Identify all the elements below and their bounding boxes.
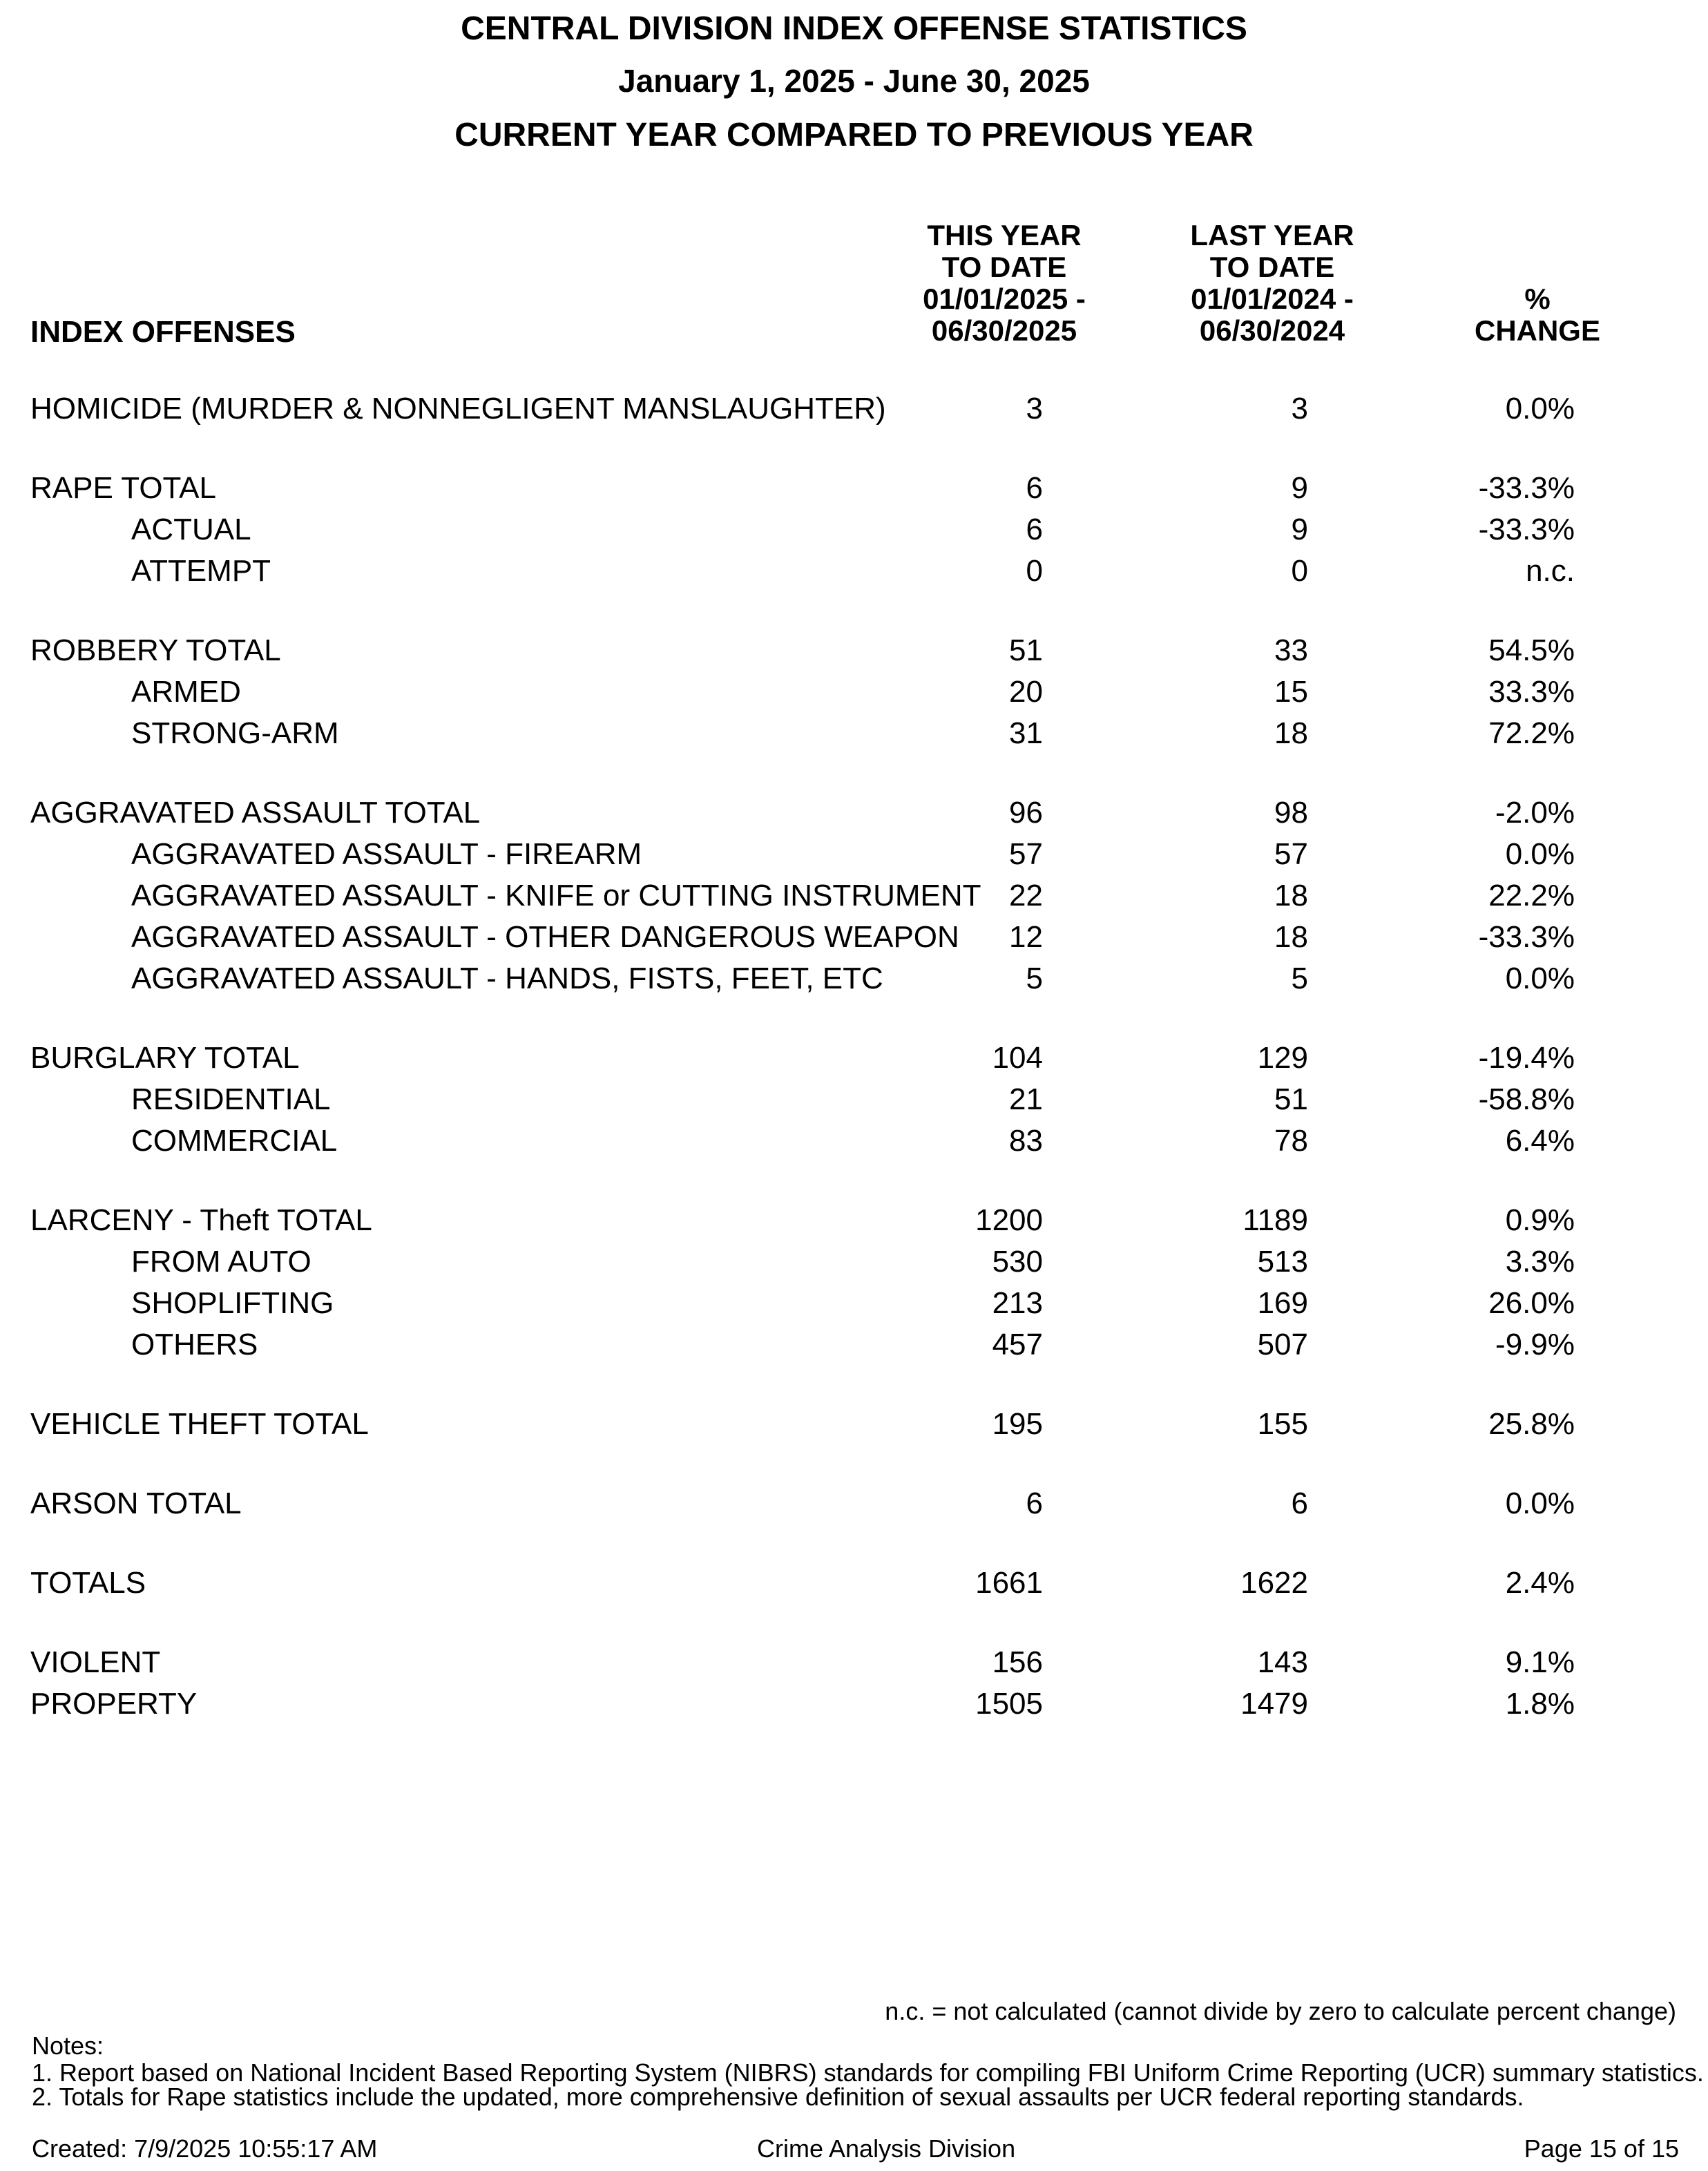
offense-label: TOTALS: [30, 1566, 146, 1600]
last-year-value: 169: [1257, 1286, 1308, 1320]
this-year-value: 31: [1009, 716, 1043, 750]
table-row-larceny-total: [0, 1200, 1575, 1241]
offense-label: AGGRAVATED ASSAULT - HANDS, FISTS, FEET, ETC: [131, 962, 883, 995]
pct-change-value: -33.3%: [1478, 920, 1575, 954]
this-year-value: 156: [992, 1645, 1043, 1679]
this-year-value: 22: [1009, 879, 1043, 912]
pct-change-value: 25.8%: [1488, 1407, 1575, 1441]
offense-label: LARCENY - Theft TOTAL: [30, 1203, 372, 1237]
table-row-rape-total: [0, 468, 1575, 509]
last-year-value: 15: [1274, 675, 1308, 709]
pct-change-value: 0.0%: [1505, 837, 1575, 871]
last-year-value: 98: [1274, 796, 1308, 830]
nc-footnote: n.c. = not calculated (cannot divide by zero to calculate percent change): [885, 1997, 1676, 2025]
pct-change-value: 2.4%: [1505, 1566, 1575, 1600]
offense-label: RESIDENTIAL: [131, 1082, 331, 1116]
pct-change-value: -33.3%: [1478, 513, 1575, 546]
column-header-line: CHANGE: [1474, 314, 1600, 347]
last-year-value: 143: [1257, 1645, 1308, 1679]
last-year-value: 18: [1274, 879, 1308, 912]
this-year-value: 1200: [975, 1203, 1043, 1237]
column-header-this-year: [859, 220, 1149, 347]
last-year-value: 9: [1291, 471, 1308, 505]
offense-label: VEHICLE THEFT TOTAL: [30, 1407, 369, 1441]
last-year-value: 155: [1257, 1407, 1308, 1441]
offense-label: AGGRAVATED ASSAULT - KNIFE or CUTTING INSTRUMENT: [131, 879, 981, 912]
this-year-value: 195: [992, 1407, 1043, 1441]
this-year-value: 57: [1009, 837, 1043, 871]
offense-label: STRONG-ARM: [131, 716, 339, 750]
column-header-line: THIS YEAR: [927, 219, 1082, 251]
offense-label: AGGRAVATED ASSAULT - OTHER DANGEROUS WEAPON: [131, 920, 959, 954]
offense-label: AGGRAVATED ASSAULT - FIREARM: [131, 837, 642, 871]
report-comparison-line: CURRENT YEAR COMPARED TO PREVIOUS YEAR: [454, 117, 1254, 153]
table-row-totals: [0, 1562, 1575, 1604]
last-year-value: 6: [1291, 1486, 1308, 1520]
pct-change-value: 0.9%: [1505, 1203, 1575, 1237]
this-year-value: 457: [992, 1328, 1043, 1361]
footer-page-number: Page 15 of 15: [1524, 2134, 1679, 2163]
offense-label: HOMICIDE (MURDER & NONNEGLIGENT MANSLAUGHTER): [30, 392, 886, 425]
this-year-value: 6: [1026, 1486, 1043, 1520]
pct-change-value: 0.0%: [1505, 1486, 1575, 1520]
column-header-line: 01/01/2025 -: [923, 283, 1086, 315]
this-year-value: 1505: [975, 1687, 1043, 1721]
pct-change-value: -19.4%: [1478, 1041, 1575, 1075]
table-row-arson-total: [0, 1483, 1575, 1524]
this-year-value: 96: [1009, 796, 1043, 830]
table-row-aa-firearm: [0, 834, 1575, 875]
note-item-1: 1. Report based on National Incident Based Reporting System (NIBRS) standards for compiling FBI Uniform Crime Reporting (UCR) summary statistics.: [32, 2058, 1704, 2087]
pct-change-value: 1.8%: [1505, 1687, 1575, 1721]
note-item-2: 2. Totals for Rape statistics include the updated, more comprehensive definition of sexual assaults per UCR federal reporting standards.: [32, 2083, 1524, 2111]
this-year-value: 51: [1009, 633, 1043, 667]
this-year-value: 6: [1026, 513, 1043, 546]
this-year-value: 12: [1009, 920, 1043, 954]
report-date-range: January 1, 2025 - June 30, 2025: [618, 63, 1090, 99]
last-year-value: 0: [1291, 554, 1308, 588]
pct-change-value: 22.2%: [1488, 879, 1575, 912]
last-year-value: 507: [1257, 1328, 1308, 1361]
offense-label: PROPERTY: [30, 1687, 198, 1721]
pct-change-value: 72.2%: [1488, 716, 1575, 750]
column-header-line: LAST YEAR: [1190, 219, 1354, 251]
offense-label: FROM AUTO: [131, 1245, 311, 1279]
offense-label: COMMERCIAL: [131, 1124, 338, 1158]
pct-change-value: 26.0%: [1488, 1286, 1575, 1320]
last-year-value: 33: [1274, 633, 1308, 667]
last-year-value: 513: [1257, 1245, 1308, 1279]
this-year-value: 6: [1026, 471, 1043, 505]
last-year-value: 3: [1291, 392, 1308, 425]
table-row-robbery-armed: [0, 671, 1575, 713]
table-row-aggravated-assault-total: [0, 792, 1575, 834]
offense-label: ARSON TOTAL: [30, 1486, 242, 1520]
table-row-larceny-from-auto: [0, 1241, 1575, 1283]
this-year-value: 83: [1009, 1124, 1043, 1158]
last-year-value: 5: [1291, 962, 1308, 995]
offense-label: BURGLARY TOTAL: [30, 1041, 300, 1075]
column-header-last-year: [1127, 220, 1417, 347]
pct-change-value: -9.9%: [1495, 1328, 1575, 1361]
table-row-aa-other-weapon: [0, 917, 1575, 958]
pct-change-value: 0.0%: [1505, 392, 1575, 425]
offense-label: SHOPLIFTING: [131, 1286, 334, 1320]
pct-change-value: -2.0%: [1495, 796, 1575, 830]
this-year-value: 213: [992, 1286, 1043, 1320]
pct-change-value: 3.3%: [1505, 1245, 1575, 1279]
this-year-value: 3: [1026, 392, 1043, 425]
last-year-value: 1479: [1240, 1687, 1308, 1721]
column-header-line: TO DATE: [941, 251, 1067, 283]
this-year-value: 21: [1009, 1082, 1043, 1116]
pct-change-value: n.c.: [1526, 554, 1575, 588]
column-header-line: 06/30/2025: [931, 314, 1077, 347]
offense-label: ARMED: [131, 675, 241, 709]
table-row-robbery-total: [0, 630, 1575, 671]
pct-change-value: -33.3%: [1478, 471, 1575, 505]
table-row-vehicle-theft-total: [0, 1404, 1575, 1445]
pct-change-value: 54.5%: [1488, 633, 1575, 667]
column-header-line: TO DATE: [1209, 251, 1335, 283]
pct-change-value: 6.4%: [1505, 1124, 1575, 1158]
this-year-value: 0: [1026, 554, 1043, 588]
offense-label: ATTEMPT: [131, 554, 271, 588]
notes-heading: Notes:: [32, 2031, 104, 2060]
table-row-burglary-commercial: [0, 1120, 1575, 1162]
table-row-rape-actual: [0, 509, 1575, 551]
table-row-burglary-residential: [0, 1079, 1575, 1120]
table-row-rape-attempt: [0, 551, 1575, 592]
pct-change-value: -58.8%: [1478, 1082, 1575, 1116]
pct-change-value: 9.1%: [1505, 1645, 1575, 1679]
offense-label: AGGRAVATED ASSAULT TOTAL: [30, 796, 481, 830]
table-row-violent: [0, 1642, 1575, 1683]
report-title: CENTRAL DIVISION INDEX OFFENSE STATISTICS: [461, 10, 1247, 47]
this-year-value: 530: [992, 1245, 1043, 1279]
column-header-line: 06/30/2024: [1199, 314, 1345, 347]
footer-created-timestamp: Created: 7/9/2025 10:55:17 AM: [32, 2134, 378, 2163]
offense-statistics-table: [0, 388, 1575, 1725]
table-row-burglary-total: [0, 1037, 1575, 1079]
offense-label: RAPE TOTAL: [30, 471, 216, 505]
last-year-value: 129: [1257, 1041, 1308, 1075]
table-row-larceny-others: [0, 1324, 1575, 1366]
this-year-value: 104: [992, 1041, 1043, 1075]
footer-division-name: Crime Analysis Division: [757, 2134, 1016, 2163]
column-header-line: 01/01/2024 -: [1191, 283, 1354, 315]
offense-label: ACTUAL: [131, 513, 251, 546]
offense-label: ROBBERY TOTAL: [30, 633, 281, 667]
index-offenses-header: INDEX OFFENSES: [30, 315, 296, 349]
last-year-value: 1622: [1240, 1566, 1308, 1600]
pct-change-value: 33.3%: [1488, 675, 1575, 709]
last-year-value: 78: [1274, 1124, 1308, 1158]
this-year-value: 1661: [975, 1566, 1043, 1600]
this-year-value: 20: [1009, 675, 1043, 709]
this-year-value: 5: [1026, 962, 1043, 995]
last-year-value: 57: [1274, 837, 1308, 871]
column-header-pct-change: [1392, 283, 1682, 347]
table-row-property: [0, 1683, 1575, 1725]
table-row-robbery-strongarm: [0, 713, 1575, 754]
column-header-line: %: [1524, 283, 1551, 315]
last-year-value: 9: [1291, 513, 1308, 546]
last-year-value: 18: [1274, 716, 1308, 750]
table-row-aa-hands: [0, 958, 1575, 1000]
table-row-homicide: [0, 388, 1575, 430]
last-year-value: 51: [1274, 1082, 1308, 1116]
pct-change-value: 0.0%: [1505, 962, 1575, 995]
table-row-aa-knife: [0, 875, 1575, 917]
table-row-larceny-shoplifting: [0, 1283, 1575, 1324]
last-year-value: 1189: [1242, 1203, 1308, 1237]
offense-label: OTHERS: [131, 1328, 258, 1361]
last-year-value: 18: [1274, 920, 1308, 954]
offense-label: VIOLENT: [30, 1645, 161, 1679]
